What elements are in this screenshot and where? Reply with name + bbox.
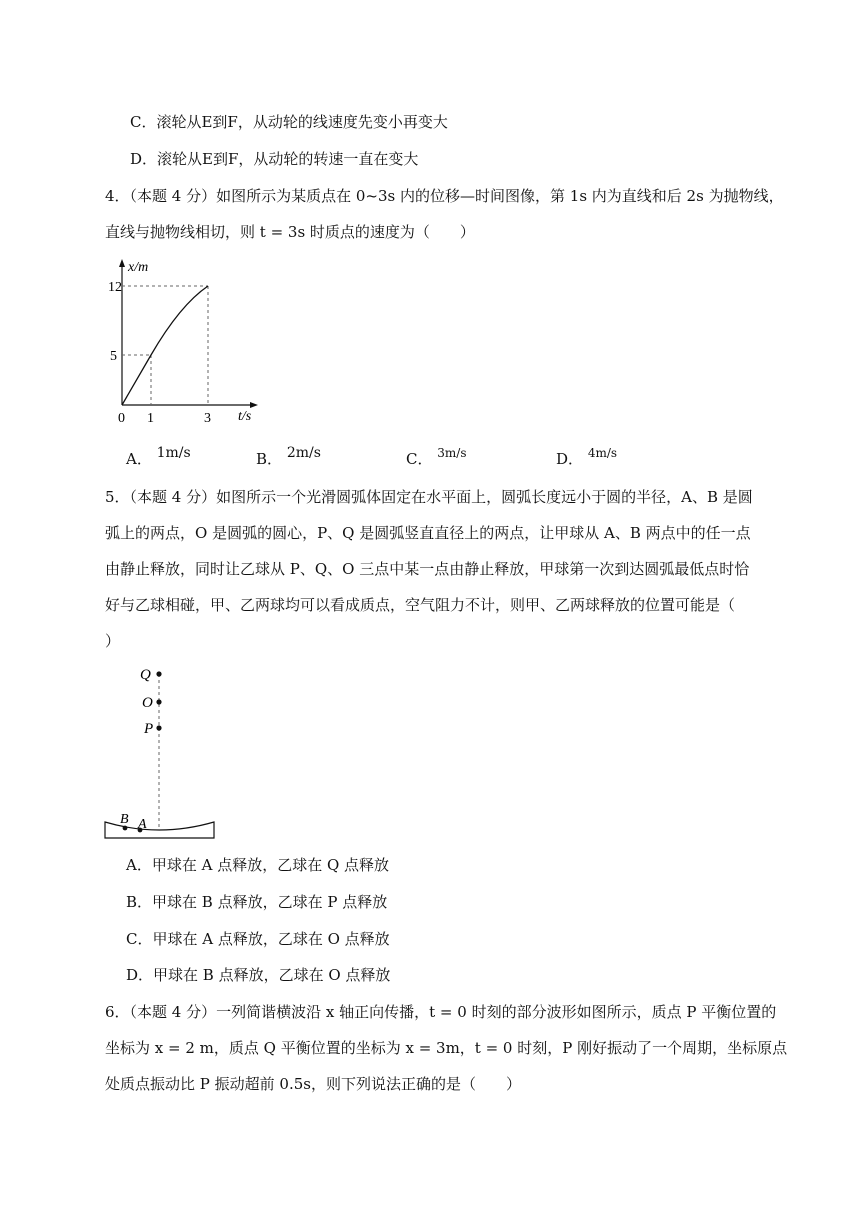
q6-stem-line3: 处质点振动比 P 振动超前 0.5s，则下列说法正确的是（ ）: [105, 1075, 521, 1093]
q5-option-c: C．甲球在 A 点释放，乙球在 O 点释放: [126, 930, 390, 948]
x-axis-arrow: [250, 402, 258, 408]
label-p: P: [144, 721, 154, 737]
x-tick-1: 1: [147, 411, 154, 426]
label-a: A: [138, 817, 147, 832]
q4-xt-graph: [108, 255, 268, 427]
q5-option-a: A．甲球在 A 点释放，乙球在 Q 点释放: [126, 856, 390, 874]
q6-stem-line1: 6．（本题 4 分）一列简谐横波沿 x 轴正向传播，t = 0 时刻的部分波形如图所示，质点 P 平衡位置的: [105, 1003, 777, 1021]
x-tick-3: 3: [204, 411, 211, 426]
q5-arc-figure: [100, 660, 220, 844]
y-tick-5: 5: [110, 349, 117, 364]
q5-stem-line3: 由静止释放，同时让乙球从 P、Q、O 三点中某一点由静止释放，甲球第一次到达圆弧最低点时恰: [105, 560, 750, 578]
q5-stem-line1: 5．（本题 4 分）如图所示一个光滑圆弧体固定在水平面上，圆弧长度远小于圆的半径，A、B 是圆: [105, 488, 753, 506]
point-o: [156, 699, 161, 704]
point-q: [156, 671, 161, 676]
q4-option-d: D． $^{4m/s}$: [556, 446, 618, 468]
q3-option-c: C．滚轮从E到F，从动轮的线速度先变小再变大: [130, 113, 448, 131]
y-axis-arrow: [119, 259, 125, 267]
q6-stem-line2: 坐标为 x = 2 m，质点 Q 平衡位置的坐标为 x = 3m，t = 0 时刻，P 刚好振动了一个周期，坐标原点: [105, 1039, 788, 1057]
label-b: B: [120, 812, 129, 827]
q4-option-b: B． 2m/s: [256, 445, 321, 468]
q5-option-d: D．甲球在 B 点释放，乙球在 O 点释放: [126, 966, 391, 984]
q4-stem-line1: 4．（本题 4 分）如图所示为某质点在 0~3s 内的位移—时间图像，第 1s 内为直线和后 2s 为抛物线，: [105, 187, 784, 205]
q5-stem-line5: ）: [105, 632, 121, 650]
q3-option-d: D．滚轮从E到F，从动轮的转速一直在变大: [130, 150, 419, 168]
x-tick-0: 0: [118, 411, 125, 426]
label-o: O: [142, 695, 153, 711]
label-q: Q: [140, 667, 151, 683]
q5-stem-line2: 弧上的两点，O 是圆弧的圆心，P、Q 是圆弧竖直直径上的两点，让甲球从 A、B 两点中的任一点: [105, 524, 751, 542]
y-tick-12: 12: [108, 280, 122, 295]
q4-option-a: A． 1m/s: [126, 445, 191, 468]
xt-curve: [122, 286, 208, 405]
x-axis-label: t/s: [238, 409, 252, 424]
q4-option-c: C． $^{3m/s}$: [406, 446, 467, 468]
y-axis-label: x/m: [128, 260, 149, 275]
point-p: [156, 725, 161, 730]
q5-stem-line4: 好与乙球相碰，甲、乙两球均可以看成质点，空气阻力不计，则甲、乙两球释放的位置可能是（: [105, 596, 736, 614]
q5-option-b: B．甲球在 B 点释放，乙球在 P 点释放: [126, 893, 388, 911]
q4-stem-line2: 直线与抛物线相切，则 t = 3s 时质点的速度为（ ）: [105, 223, 475, 241]
